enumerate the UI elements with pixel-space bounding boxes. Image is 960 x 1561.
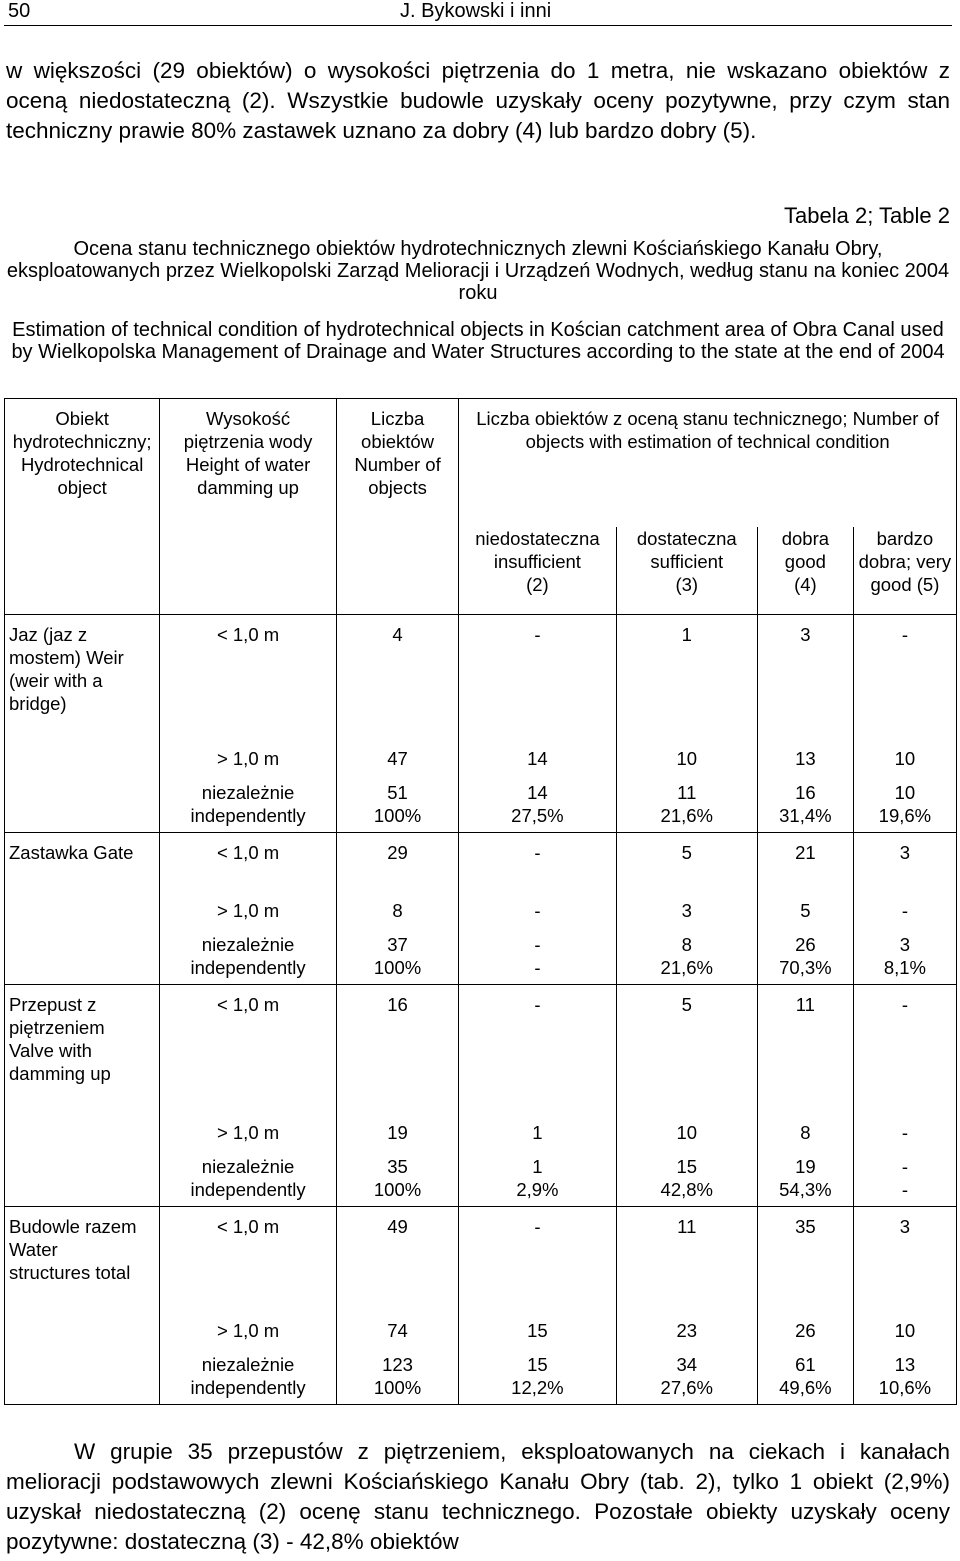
- very-good-cell: -: [853, 891, 956, 925]
- table-row: [5, 985, 957, 1113]
- table-row: [5, 1147, 957, 1207]
- height-cell: > 1,0 m: [160, 1311, 337, 1345]
- count-cell: 51 100%: [336, 773, 458, 833]
- table-row: [5, 1311, 957, 1345]
- sufficient-cell: 10: [616, 739, 757, 773]
- good-cell: 11: [757, 985, 853, 1113]
- count-cell: 29: [336, 833, 458, 891]
- very-good-cell: 10: [853, 1311, 956, 1345]
- rating-insufficient-header: niedostateczna insufficient (2): [459, 527, 616, 615]
- insufficient-cell: 15 12,2%: [459, 1345, 616, 1405]
- condition-table: [4, 398, 957, 1405]
- very-good-cell: -: [853, 615, 956, 739]
- table-row: [5, 773, 957, 833]
- height-cell: niezależnie independently: [160, 1147, 337, 1207]
- good-cell: 13: [757, 739, 853, 773]
- good-cell: 19 54,3%: [757, 1147, 853, 1207]
- object-type-spacer: [5, 773, 160, 833]
- very-good-cell: - -: [853, 1147, 956, 1207]
- sufficient-cell: 11 21,6%: [616, 773, 757, 833]
- rating-good-header: dobra good (4): [757, 527, 853, 615]
- table-row: [5, 833, 957, 891]
- table-row: [5, 615, 957, 739]
- object-type-name: Przepust z piętrzeniem Valve with damming up: [5, 985, 160, 1113]
- count-cell: 35 100%: [336, 1147, 458, 1207]
- insufficient-cell: 14: [459, 739, 616, 773]
- object-type-spacer: [5, 739, 160, 773]
- count-cell: 19: [336, 1113, 458, 1147]
- count-cell: 37 100%: [336, 925, 458, 985]
- object-type-spacer: [5, 1311, 160, 1345]
- good-cell: 26 70,3%: [757, 925, 853, 985]
- object-type-spacer: [5, 891, 160, 925]
- count-cell: 49: [336, 1207, 458, 1311]
- outro-paragraph: W grupie 35 przepustów z piętrzeniem, eksploatowanych na ciekach i kanałach melioracji podstawowych zlewni Kościańskiego Kanału Obry (tab. 2), tylko 1 obiekt (2,9%) uzyskał niedostateczną (2) ocenę stanu technicznego. Pozostałe obiekty uzyskały oceny pozytywne: dostateczną (3) - 42,8% obiektów: [6, 1439, 950, 1554]
- object-type-spacer: [5, 1345, 160, 1405]
- good-cell: 3: [757, 615, 853, 739]
- height-cell: > 1,0 m: [160, 1113, 337, 1147]
- height-cell: niezależnie independently: [160, 773, 337, 833]
- sufficient-cell: 5: [616, 833, 757, 891]
- height-cell: > 1,0 m: [160, 891, 337, 925]
- good-cell: 26: [757, 1311, 853, 1345]
- sufficient-cell: 3: [616, 891, 757, 925]
- sufficient-cell: 11: [616, 1207, 757, 1311]
- table-caption-polish: Ocena stanu technicznego obiektów hydrotechnicznych zlewni Kościańskiego Kanału Obry, eksploatowanych przez Wielkopolski Zarząd Melioracji i Urządzeń Wodnych, według stanu na koniec 2004 roku: [6, 238, 950, 304]
- very-good-cell: 3: [853, 833, 956, 891]
- good-cell: 5: [757, 891, 853, 925]
- count-cell: 4: [336, 615, 458, 739]
- insufficient-cell: -: [459, 891, 616, 925]
- object-type-spacer: [5, 925, 160, 985]
- insufficient-cell: -: [459, 615, 616, 739]
- good-cell: 16 31,4%: [757, 773, 853, 833]
- count-cell: 74: [336, 1311, 458, 1345]
- table-row: [5, 1345, 957, 1405]
- object-type-name: Zastawka Gate: [5, 833, 160, 891]
- insufficient-cell: -: [459, 833, 616, 891]
- sufficient-cell: 1: [616, 615, 757, 739]
- table-label: Tabela 2; Table 2: [784, 203, 950, 228]
- height-cell: < 1,0 m: [160, 985, 337, 1113]
- height-cell: niezależnie independently: [160, 925, 337, 985]
- running-header-authors: J. Bykowski i inni: [400, 0, 552, 22]
- sufficient-cell: 34 27,6%: [616, 1345, 757, 1405]
- very-good-cell: 3: [853, 1207, 956, 1311]
- running-header: [0, 0, 960, 26]
- very-good-cell: -: [853, 985, 956, 1113]
- very-good-cell: 3 8,1%: [853, 925, 956, 985]
- table-row: [5, 1113, 957, 1147]
- height-cell: < 1,0 m: [160, 1207, 337, 1311]
- sufficient-cell: 23: [616, 1311, 757, 1345]
- height-cell: < 1,0 m: [160, 833, 337, 891]
- count-cell: 8: [336, 891, 458, 925]
- table-row: [5, 891, 957, 925]
- rating-sufficient-header: dostateczna sufficient (3): [616, 527, 757, 615]
- height-cell: < 1,0 m: [160, 615, 337, 739]
- header-rule: [4, 25, 952, 26]
- page-number: 50: [8, 0, 31, 22]
- good-cell: 35: [757, 1207, 853, 1311]
- very-good-cell: 10 19,6%: [853, 773, 956, 833]
- insufficient-cell: 15: [459, 1311, 616, 1345]
- table-header-row: [5, 399, 957, 527]
- object-type-spacer: [5, 1113, 160, 1147]
- good-cell: 8: [757, 1113, 853, 1147]
- table-row: [5, 925, 957, 985]
- good-cell: 61 49,6%: [757, 1345, 853, 1405]
- table-row: [5, 739, 957, 773]
- header-height: Wysokość piętrzenia wody Height of water damming up: [160, 399, 337, 527]
- sufficient-cell: 8 21,6%: [616, 925, 757, 985]
- very-good-cell: -: [853, 1113, 956, 1147]
- insufficient-cell: - -: [459, 925, 616, 985]
- very-good-cell: 13 10,6%: [853, 1345, 956, 1405]
- table-caption-english: Estimation of technical condition of hydrotechnical objects in Kościan catchment area of Obra Canal used by Wielkopolska Management of Drainage and Water Structures according to the state at the end of 2004: [11, 319, 945, 363]
- height-cell: > 1,0 m: [160, 739, 337, 773]
- height-cell: niezależnie independently: [160, 1345, 337, 1405]
- table-row: [5, 1207, 957, 1311]
- good-cell: 21: [757, 833, 853, 891]
- header-object: Obiekt hydrotechniczny; Hydrotechnical object: [5, 399, 160, 527]
- very-good-cell: 10: [853, 739, 956, 773]
- insufficient-cell: -: [459, 1207, 616, 1311]
- rating-very-good-header: bardzo dobra; very good (5): [853, 527, 956, 615]
- count-cell: 16: [336, 985, 458, 1113]
- header-rating: Liczba obiektów z oceną stanu technicznego; Number of objects with estimation of technical condition: [459, 399, 957, 527]
- sufficient-cell: 10: [616, 1113, 757, 1147]
- intro-paragraph: w większości (29 obiektów) o wysokości piętrzenia do 1 metra, nie wskazano obiektów z oceną niedostateczną (2). Wszystkie budowle uzyskały oceny pozytywne, przy czym stan techniczny prawie 80% zastawek uznano za dobry (4) lub bardzo dobry (5).: [6, 58, 950, 143]
- object-type-name: Jaz (jaz z mostem) Weir (weir with a bridge): [5, 615, 160, 739]
- header-count: Liczba obiektów Number of objects: [336, 399, 458, 527]
- insufficient-cell: 1 2,9%: [459, 1147, 616, 1207]
- object-type-name: Budowle razem Water structures total: [5, 1207, 160, 1311]
- insufficient-cell: 1: [459, 1113, 616, 1147]
- count-cell: 47: [336, 739, 458, 773]
- insufficient-cell: -: [459, 985, 616, 1113]
- object-type-spacer: [5, 1147, 160, 1207]
- table-subheader-row: [5, 527, 957, 615]
- count-cell: 123 100%: [336, 1345, 458, 1405]
- insufficient-cell: 14 27,5%: [459, 773, 616, 833]
- sufficient-cell: 15 42,8%: [616, 1147, 757, 1207]
- sufficient-cell: 5: [616, 985, 757, 1113]
